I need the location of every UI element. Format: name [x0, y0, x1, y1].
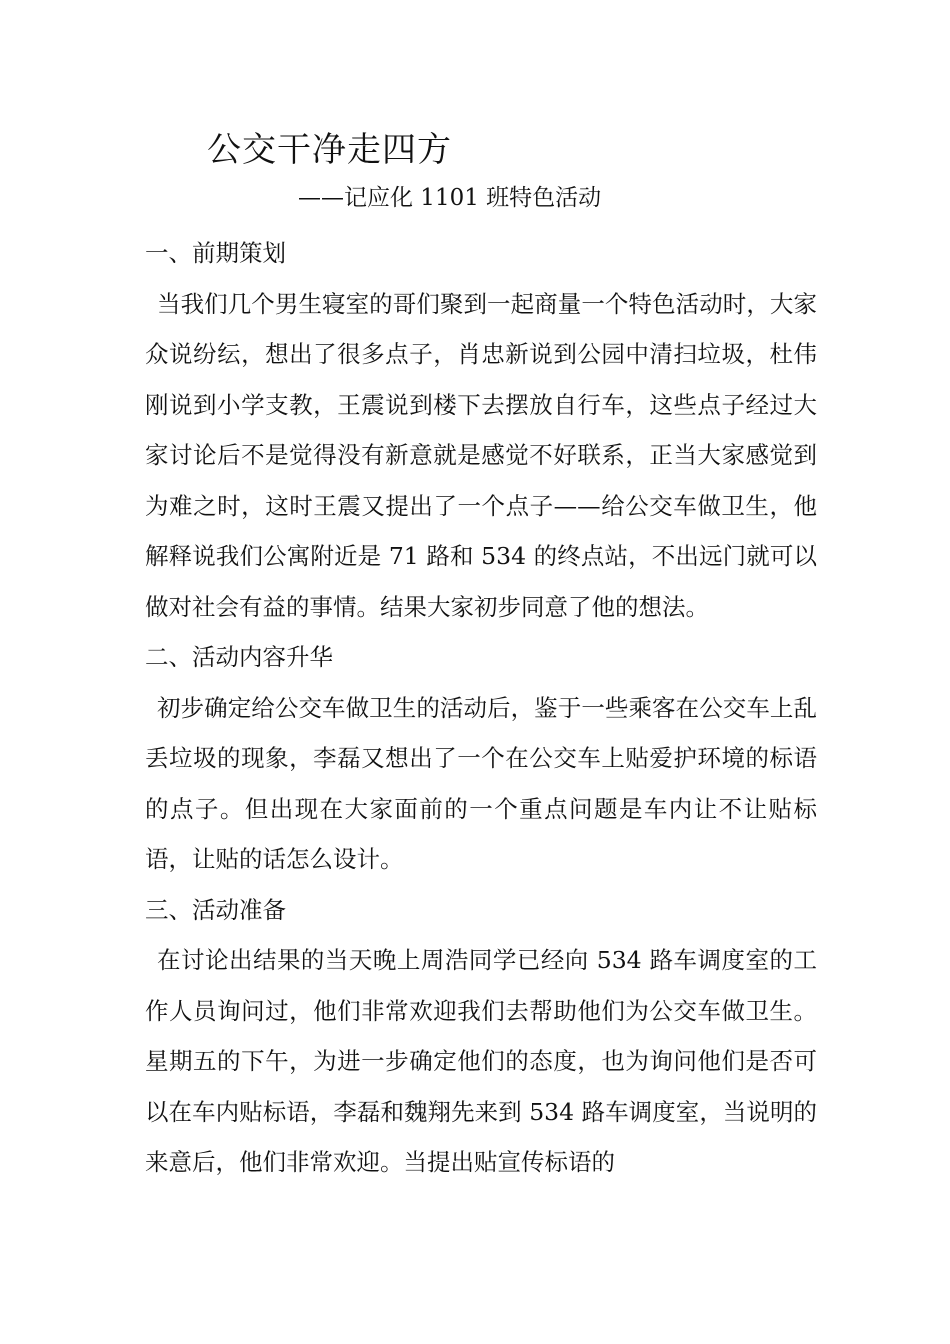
section-paragraph-preparation: 在讨论出结果的当天晚上周浩同学已经向 534 路车调度室的工作人员询问过，他们非常欢迎我们去帮助他们为公交车做卫生。星期五的下午，为进一步确定他们的态度，也为询问他们是否可以在车内贴标语，李磊和魏翔先来到 534 路车调度室，当说明的来意后，他们非常欢迎。当提出贴宣传标语的 [145, 946, 817, 1176]
section-heading-content-upgrade: 二、活动内容升华 [145, 643, 333, 671]
section-heading-preparation: 三、活动准备 [145, 895, 286, 924]
section-paragraph-content-upgrade: 初步确定给公交车做卫生的活动后，鉴于一些乘客在公交车上乱丢垃圾的现象，李磊又想出了一个在公交车上贴爱护环境的标语的点子。但出现在大家面前的一个重点问题是车内让不让贴标语，让贴的话怎么设计。 [145, 693, 817, 873]
document-body [145, 228, 817, 1188]
document-title: 公交干净走四方 [207, 130, 452, 170]
document-subtitle: ——记应化 1101 班特色活动 [298, 185, 602, 211]
section-heading-planning: 一、前期策划 [145, 239, 286, 267]
section-paragraph-planning: 当我们几个男生寝室的哥们聚到一起商量一个特色活动时，大家众说纷纭，想出了很多点子，肖忠新说到公园中清扫垃圾，杜伟刚说到小学支教，王震说到楼下去摆放自行车，这些点子经过大家讨论后不是觉得没有新意就是感觉不好联系，正当大家感觉到为难之时，这时王震又提出了一个点子——给公交车做卫生，他解释说我们公寓附近是 71 路和 534 的终点站，不出远门就可以做对社会有益的事情。结果大家初步同意了他的想法。 [145, 289, 817, 621]
